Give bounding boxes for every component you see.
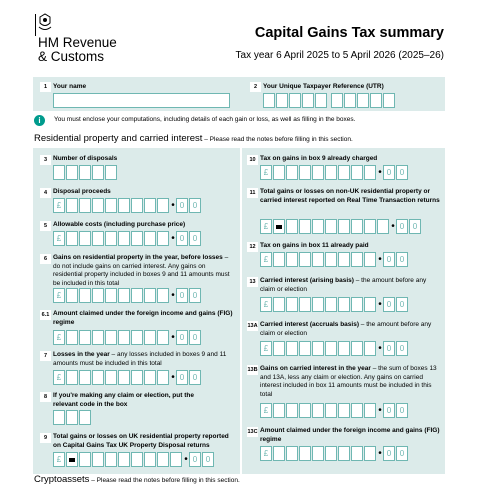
field-utr [250,82,440,108]
digit-box[interactable]: 0 [396,446,408,461]
digit-box[interactable] [118,288,130,303]
digit-box[interactable] [92,198,104,213]
digit-box[interactable] [312,297,324,312]
field-label: Your Unique Taxpayer Reference (UTR) [263,83,384,90]
digit-box[interactable] [273,252,285,267]
digit-box[interactable] [66,330,78,345]
box-number: 3 [40,155,51,165]
digit-box[interactable] [331,93,343,108]
digit-box[interactable] [144,452,156,467]
decimal-point: • [171,232,175,244]
digit-box[interactable] [338,446,350,461]
box-8 [40,390,235,430]
box-number: 4 [40,188,51,198]
residential-gains-input[interactable] [53,288,202,303]
digit-box[interactable]: £ [260,297,272,312]
org-line2: & Customs [38,49,105,64]
decimal-point: • [391,220,395,232]
disposal-proceeds-input[interactable] [53,198,202,213]
carried-interest-accruals-input[interactable] [260,341,409,356]
digit-box[interactable]: 0 [189,198,201,213]
decimal-point: • [378,253,382,265]
box-12 [247,240,442,270]
box-number: 6.1 [41,312,50,318]
digit-box[interactable]: 0 [189,452,201,467]
digit-box[interactable] [383,93,395,108]
digit-box[interactable] [325,297,337,312]
digit-box[interactable] [79,452,91,467]
digit-box[interactable]: 0 [396,297,408,312]
digit-box[interactable] [144,198,156,213]
digit-box[interactable] [105,330,117,345]
digit-box[interactable] [364,341,376,356]
digit-box[interactable]: £ [53,452,65,467]
field-label: Total gains or losses on UK residential property reported on Capital Gains Tax UK Property Disposal returns [53,433,229,449]
field-label: Carried interest (arising basis) – the amount before any claim or election [260,277,427,293]
digit-box[interactable] [364,297,376,312]
digit-box[interactable] [131,198,143,213]
field-label: Tax on gains in box 11 already paid [260,242,369,249]
digit-box[interactable] [351,403,363,418]
digit-box[interactable]: £ [53,198,65,213]
fig-amount-claimed-input[interactable] [53,330,202,345]
box-number: 9 [40,433,51,443]
digit-box[interactable] [105,165,117,180]
digit-box[interactable] [325,403,337,418]
decimal-point: • [171,289,175,301]
digit-box[interactable] [273,219,285,234]
digit-box[interactable]: 0 [176,370,188,385]
digit-box[interactable]: 0 [176,330,188,345]
digit-box[interactable] [312,219,324,234]
digit-box[interactable] [351,165,363,180]
digit-box[interactable] [66,370,78,385]
box-number: 1 [40,82,51,92]
allowable-costs-input[interactable] [53,231,202,246]
digit-box[interactable] [131,288,143,303]
box-number: 13C [247,429,258,435]
digit-box[interactable]: £ [260,252,272,267]
digit-box[interactable] [118,231,130,246]
section-heading-residential: Residential property and carried interest – Please read the notes before filling in this section. [34,133,353,144]
digit-box[interactable] [157,288,169,303]
digit-box[interactable] [92,231,104,246]
digit-box[interactable] [286,219,298,234]
decimal-point: • [171,331,175,343]
digit-box[interactable] [157,198,169,213]
box-number: 11 [247,188,258,198]
digit-box[interactable] [118,198,130,213]
box-5 [40,219,235,249]
digit-box[interactable] [79,231,91,246]
non-uk-rtt-input[interactable] [260,219,422,234]
digit-box[interactable] [325,341,337,356]
box-10 [247,153,442,183]
digit-box[interactable]: 0 [396,165,408,180]
digit-box[interactable]: 0 [383,165,395,180]
digit-box[interactable] [105,198,117,213]
digit-box[interactable] [263,93,275,108]
digit-box[interactable] [364,165,376,180]
digit-box[interactable] [364,446,376,461]
box-number: 10 [247,155,258,165]
box-number: 5 [40,221,51,231]
box-6 [40,252,235,304]
digit-box[interactable] [357,93,369,108]
digit-box[interactable] [79,288,91,303]
box-number: 13A [247,323,258,329]
decimal-point: • [171,199,175,211]
digit-box[interactable] [325,219,337,234]
digit-box[interactable] [105,370,117,385]
digit-box[interactable]: 0 [176,231,188,246]
digit-box[interactable] [286,165,298,180]
digit-box[interactable] [338,219,350,234]
digit-box[interactable]: 0 [383,341,395,356]
digit-box[interactable] [338,297,350,312]
digit-box[interactable] [170,452,182,467]
uk-property-returns-input[interactable] [53,452,215,467]
digit-box[interactable] [286,341,298,356]
digit-box[interactable]: £ [260,341,272,356]
digit-box[interactable] [299,252,311,267]
digit-box[interactable] [144,330,156,345]
digit-box[interactable] [351,252,363,267]
digit-box[interactable] [273,446,285,461]
digit-box[interactable] [79,410,91,425]
digit-box[interactable]: 0 [396,403,408,418]
digit-box[interactable] [344,93,356,108]
digit-box[interactable] [312,252,324,267]
info-icon: i [34,115,45,126]
box-13 [247,275,442,315]
field-your-name [40,82,230,108]
digit-box[interactable] [299,219,311,234]
digit-box[interactable]: 0 [383,297,395,312]
digit-box[interactable]: 0 [383,446,395,461]
digit-box[interactable] [118,452,130,467]
digit-box[interactable]: 0 [409,219,421,234]
box-13a [247,319,442,359]
decimal-point: • [378,298,382,310]
digit-box[interactable]: 0 [396,252,408,267]
decimal-point: • [378,404,382,416]
digit-box[interactable] [312,341,324,356]
digit-box[interactable] [325,446,337,461]
minus-icon [69,458,75,462]
field-label: Disposal proceeds [53,188,111,195]
box-number: 6 [40,254,51,264]
digit-box[interactable] [92,288,104,303]
digit-box[interactable] [105,288,117,303]
digit-box[interactable] [364,219,376,234]
digit-box[interactable]: £ [260,219,272,234]
digit-box[interactable] [66,288,78,303]
digit-box[interactable]: £ [53,330,65,345]
box-13b [247,363,442,421]
field-label: Total gains or losses on non-UK residential property or carried interest reported on Real Time Transaction returns [260,188,440,204]
digit-box[interactable] [315,93,327,108]
digit-box[interactable] [273,297,285,312]
digit-box[interactable] [351,341,363,356]
box-4 [40,186,235,216]
digit-box[interactable] [299,446,311,461]
decimal-point: • [378,447,382,459]
box-6-1 [40,308,235,348]
field-label: Your name [53,83,87,90]
page-title: Capital Gains Tax summary [254,25,444,41]
minus-icon [276,225,282,229]
digit-box[interactable] [66,165,78,180]
decimal-point: • [184,453,188,465]
digit-box[interactable] [92,165,104,180]
digit-box[interactable] [79,370,91,385]
digit-box[interactable] [351,219,363,234]
digit-box[interactable] [273,341,285,356]
digit-box[interactable] [325,252,337,267]
section-heading-cryptoassets: Cryptoassets – Please read the notes before filling in this section. [34,474,240,485]
digit-box[interactable] [299,165,311,180]
digit-box[interactable]: £ [260,403,272,418]
digit-box[interactable] [118,370,130,385]
digit-box[interactable] [338,403,350,418]
digit-box[interactable] [370,93,382,108]
digit-box[interactable]: 0 [189,231,201,246]
carried-interest-arising-input[interactable] [260,297,409,312]
digit-box[interactable] [66,410,78,425]
digit-box[interactable]: £ [53,288,65,303]
digit-box[interactable]: £ [260,446,272,461]
digit-box[interactable] [92,370,104,385]
box-number: 2 [250,82,261,92]
digit-box[interactable]: £ [53,231,65,246]
digit-box[interactable] [312,165,324,180]
number-of-disposals-input[interactable] [53,165,118,180]
digit-box[interactable]: 0 [396,219,408,234]
tax-box11-paid-input[interactable] [260,252,409,267]
digit-box[interactable] [273,403,285,418]
digit-box[interactable] [286,403,298,418]
digit-box[interactable] [312,446,324,461]
digit-box[interactable] [79,165,91,180]
digit-box[interactable] [66,198,78,213]
digit-box[interactable] [105,452,117,467]
field-label: Tax on gains in box 9 already charged [260,155,378,162]
carried-interest-gains-input[interactable] [260,403,409,418]
digit-box[interactable] [131,452,143,467]
info-text: You must enclose your computations, including details of each gain or loss, as well as filling in the boxes. [54,116,356,123]
digit-box[interactable]: 0 [189,288,201,303]
digit-box[interactable]: 0 [202,452,214,467]
digit-box[interactable]: £ [53,370,65,385]
digit-box[interactable] [105,231,117,246]
digit-box[interactable] [325,165,337,180]
field-label: Amount claimed under the foreign income and gains (FIG) regime [260,427,440,443]
digit-box[interactable]: 0 [383,403,395,418]
digit-box[interactable] [299,297,311,312]
carried-interest-fig-input[interactable] [260,446,409,461]
digit-box[interactable]: 0 [189,330,201,345]
field-label: Gains on carried interest in the year – the sum of boxes 13 and 13A, less any claim or election. Any gains on carried interest included in box 11 amounts must be included in this total [260,365,437,398]
digit-box[interactable]: 0 [383,252,395,267]
digit-box[interactable] [92,330,104,345]
digit-box[interactable] [131,330,143,345]
digit-box[interactable] [289,93,301,108]
digit-box[interactable] [144,370,156,385]
decimal-point: • [171,371,175,383]
field-label: Carried interest (accruals basis) – the amount before any claim or election [260,321,432,337]
tax-box9-charged-input[interactable] [260,165,409,180]
box-7 [40,349,235,389]
digit-box[interactable] [286,297,298,312]
digit-box[interactable] [157,231,169,246]
utr-input[interactable] [263,93,396,108]
digit-box[interactable] [92,452,104,467]
digit-box[interactable] [302,93,314,108]
digit-box[interactable] [312,403,324,418]
digit-box[interactable] [79,330,91,345]
digit-box[interactable]: 0 [176,198,188,213]
digit-box[interactable] [286,446,298,461]
digit-box[interactable] [131,231,143,246]
digit-box[interactable] [364,403,376,418]
box-number: 13 [247,277,258,287]
box-number: 13B [247,367,258,373]
digit-box[interactable] [131,370,143,385]
digit-box[interactable] [364,252,376,267]
decimal-point: • [378,166,382,178]
claim-code-input[interactable] [53,410,92,425]
box-number: 8 [40,392,51,402]
digit-box[interactable] [338,165,350,180]
losses-in-year-input[interactable] [53,370,202,385]
field-label: Amount claimed under the foreign income and gains (FIG) regime [53,310,233,326]
tax-year: Tax year 6 April 2025 to 5 April 2026 (2025–26) [235,50,444,61]
digit-box[interactable] [53,410,65,425]
box-11 [247,186,442,238]
digit-box[interactable] [66,231,78,246]
field-label: Gains on residential property in the year, before losses – do not include gains on carried interest. Any gains on residential property included in boxes 9 and 11 amounts must be included in this total [53,254,230,287]
digit-box[interactable] [273,165,285,180]
digit-box[interactable]: 0 [176,288,188,303]
org-line1: HM Revenue [38,35,117,50]
box-number: 12 [247,242,258,252]
field-label: If you're making any claim or election, put the relevant code in the box [53,392,194,408]
digit-box[interactable] [144,231,156,246]
decimal-point: • [378,342,382,354]
digit-box[interactable] [351,297,363,312]
digit-box[interactable] [144,288,156,303]
digit-box[interactable] [118,330,130,345]
digit-box[interactable] [299,341,311,356]
field-label: Number of disposals [53,155,118,162]
digit-box[interactable] [53,165,65,180]
digit-box[interactable] [66,452,78,467]
field-label: Allowable costs (including purchase price) [53,221,186,228]
box-13c [247,425,442,465]
crest-icon [34,11,56,37]
digit-box[interactable]: 0 [396,341,408,356]
digit-box[interactable]: £ [260,165,272,180]
digit-box[interactable] [276,93,288,108]
digit-box[interactable] [286,252,298,267]
digit-box[interactable] [338,341,350,356]
org-name [38,36,138,64]
digit-box[interactable]: 0 [189,370,201,385]
digit-box[interactable] [377,219,389,234]
digit-box[interactable] [157,370,169,385]
name-input[interactable] [53,93,230,108]
box-9 [40,431,235,471]
digit-box[interactable] [351,446,363,461]
digit-box[interactable] [157,330,169,345]
digit-box[interactable] [299,403,311,418]
digit-box[interactable] [338,252,350,267]
digit-box[interactable] [157,452,169,467]
box-number: 7 [40,351,51,361]
box-3 [40,153,235,183]
field-label: Losses in the year – any losses included in boxes 9 and 11 amounts must be included in this total [53,351,227,367]
digit-box[interactable] [79,198,91,213]
